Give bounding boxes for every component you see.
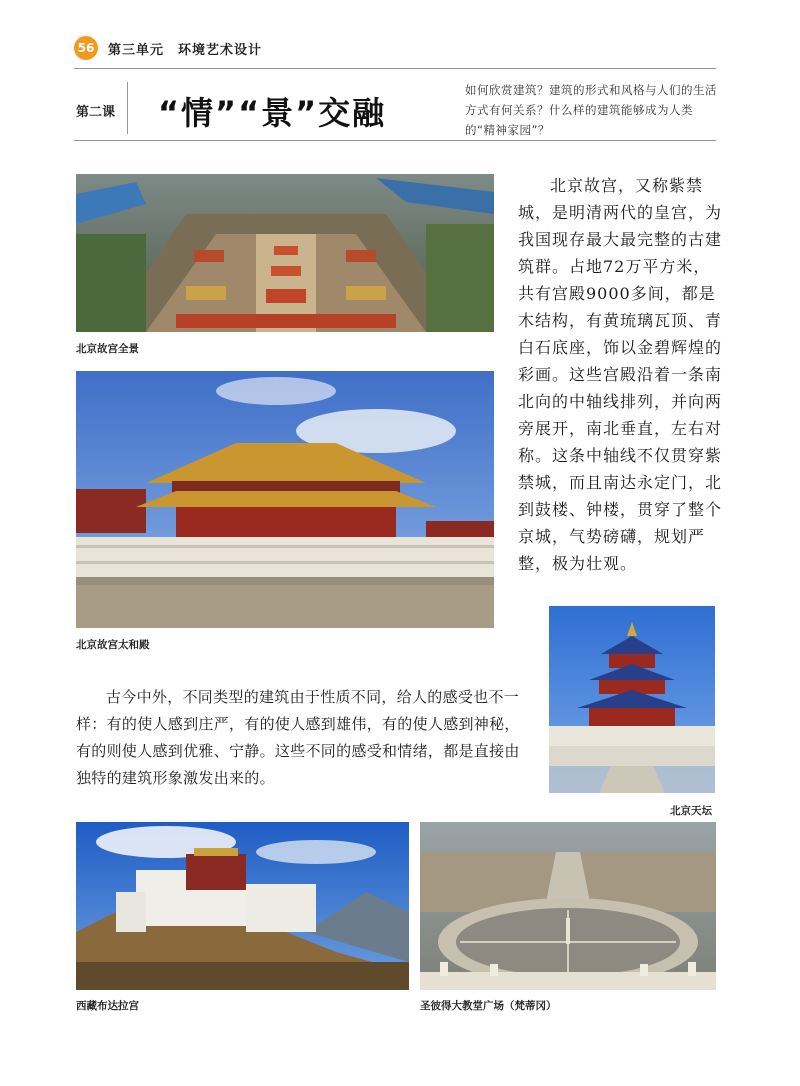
potala-palace-photo (76, 822, 409, 990)
architecture-feelings-paragraph: 古今中外，不同类型的建筑由于性质不同，给人的感受也不一样：有的使人感到庄严，有的使人感到雄伟，有的使人感到神秘，有的则使人感到优雅、宁静。这些不同的感受和情绪，都是直接由独特的建筑形象激发出来的。 (76, 688, 520, 787)
unit-title: 第三单元 环境艺术设计 (108, 43, 263, 58)
forbidden-city-caption: 北京故宫全景 (76, 343, 139, 355)
forbidden-city-aerial-photo (76, 174, 494, 332)
st-peters-square-photo (420, 822, 716, 990)
taihe-hall-caption: 北京故宫太和殿 (76, 639, 150, 651)
header-rule-top (74, 68, 716, 69)
page-number-badge: 56 (74, 36, 98, 60)
lesson-title: “情”“景”交融 (158, 94, 387, 132)
potala-palace-caption: 西藏布达拉宫 (76, 1000, 139, 1012)
lesson-divider (127, 82, 128, 134)
temple-of-heaven-photo (549, 606, 715, 793)
header-rule-bottom (74, 140, 716, 141)
intro-question: 如何欣赏建筑？建筑的形式和风格与人们的生活方式有何关系？什么样的建筑能够成为人类的“精神家园”？ (465, 83, 717, 137)
st-peters-square-caption: 圣彼得大教堂广场（梵蒂冈） (420, 1000, 557, 1012)
lesson-label: 第二课 (76, 105, 116, 120)
taihe-hall-photo (76, 371, 494, 628)
forbidden-city-paragraph: 北京故宫，又称紫禁城，是明清两代的皇宫，为我国现存最大最完整的古建筑群。占地72万平方米，共有宫殿9000多间，都是木结构，有黄琉璃瓦顶、青白石底座，饰以金碧辉煌的彩画。这些宫殿沿着一条南北向的中轴线排列，并向两旁展开，南北垂直，左右对称。这条中轴线不仅贯穿紫禁城，而且南达永定门，北到鼓楼、钟楼，贯穿了整个京城，气势磅礴，规划严整，极为壮观。 (518, 176, 723, 573)
temple-of-heaven-caption: 北京天坛 (670, 805, 712, 817)
